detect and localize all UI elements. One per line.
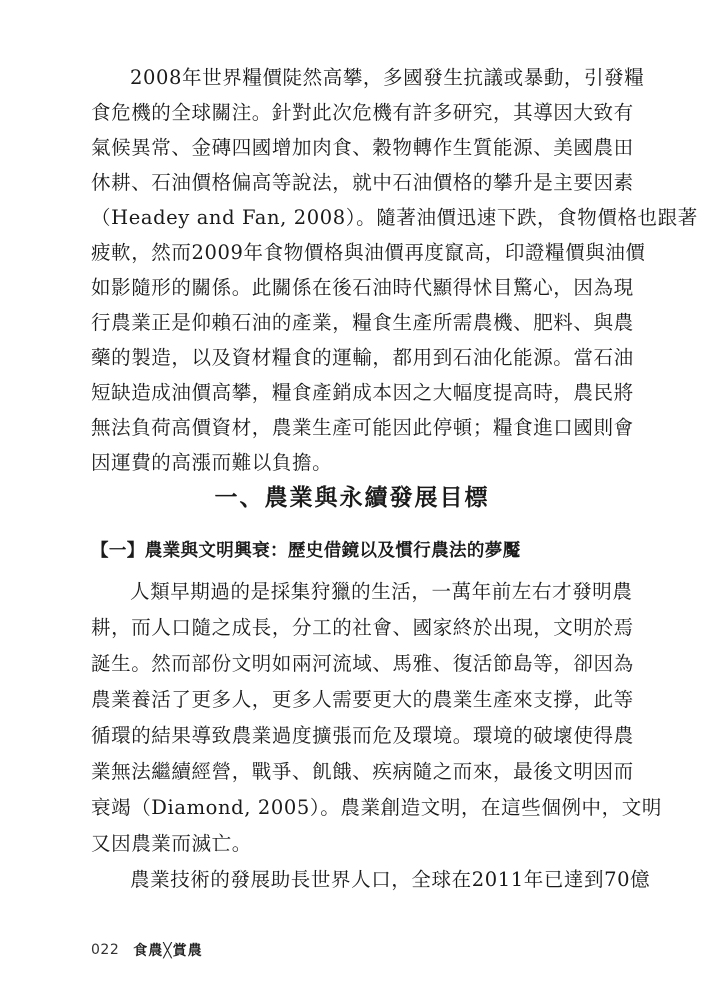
subheading-text: 農業與文明興衰：歷史借鏡以及慣行農法的夢魘 [144, 541, 521, 561]
running-book-title: 食農╳賞農 [133, 943, 203, 959]
text-line: 氣候異常、金磚四國增加肉食、穀物轉作生質能源、美國農田 [91, 136, 634, 159]
text-line: 循環的結果導致農業過度擴張而危及環境。環境的破壞使得農 [91, 724, 634, 747]
text-line: 人類早期過的是採集狩獵的生活，一萬年前左右才發明農 [130, 580, 633, 603]
text-line: 2008年世界糧價陡然高攀，多國發生抗議或暴動，引發糧 [130, 66, 645, 89]
text-line: 無法負荷高價資材，農業生產可能因此停頓；糧食進口國則會 [91, 416, 634, 439]
text-line: 耕，而人口隨之成長，分工的社會、國家終於出現，文明於焉 [91, 616, 634, 639]
subheading-number: 【一】 [91, 541, 145, 561]
text-line: 誕生。然而部份文明如兩河流域、馬雅、復活節島等，卻因為 [91, 652, 634, 675]
subheading [91, 535, 611, 567]
section-title: 一、農業與永續發展目標 [214, 485, 490, 511]
text-line: 業無法繼續經營，戰爭、飢餓、疾病隨之而來，最後文明因而 [91, 760, 634, 783]
page-number: 022 [91, 942, 120, 958]
text-line: 如影隨形的關係。此關係在後石油時代顯得怵目驚心，因為現 [91, 276, 634, 299]
page-footer [91, 935, 203, 965]
text-line: 行農業正是仰賴石油的產業，糧食生產所需農機、肥料、與農 [91, 311, 634, 334]
text-line: 食危機的全球關注。針對此次危機有許多研究，其導因大致有 [91, 101, 634, 124]
text-line: 短缺造成油價高攀，糧食產銷成本因之大幅度提高時，農民將 [91, 381, 634, 404]
text-line: 農業技術的發展助長世界人口，全球在2011年已達到70億 [130, 868, 651, 891]
text-line: 休耕、石油價格偏高等說法，就中石油價格的攀升是主要因素 [91, 171, 634, 194]
text-line: 藥的製造，以及資材糧食的運輸，都用到石油化能源。當石油 [91, 346, 634, 369]
text-line: 農業養活了更多人，更多人需要更大的農業生產來支撐，此等 [91, 688, 634, 711]
text-line: 疲軟，然而2009年食物價格與油價再度竄高，印證糧價與油價 [91, 241, 646, 264]
text-line: 衰竭（Diamond, 2005）。農業創造文明，在這些個例中，文明 [91, 796, 662, 819]
text-line: 因運費的高漲而難以負擔。 [91, 451, 333, 474]
text-line: 又因農業而滅亡。 [91, 832, 252, 855]
text-line: （Headey and Fan, 2008）。隨著油價迅速下跌，食物價格也跟著 [91, 206, 698, 229]
